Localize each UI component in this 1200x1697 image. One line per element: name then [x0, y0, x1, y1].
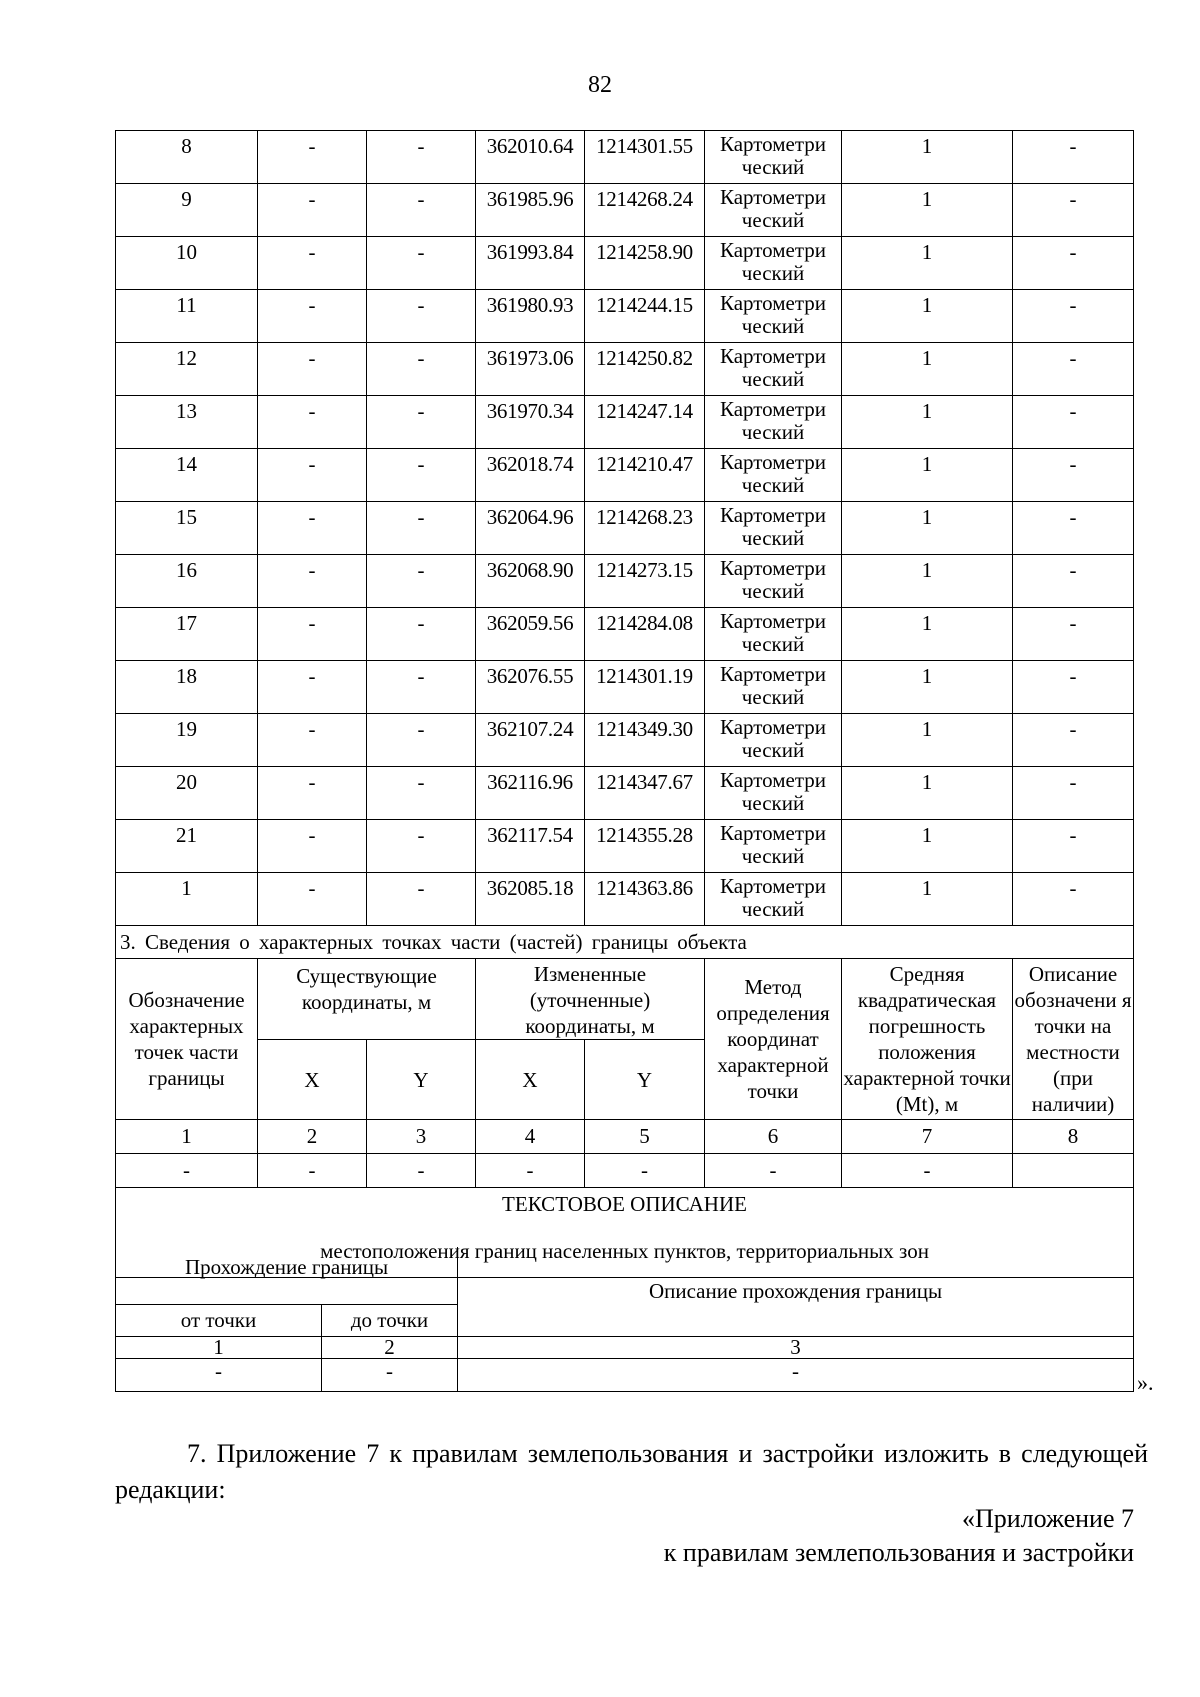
existing-x: - — [258, 820, 367, 873]
existing-y: - — [367, 608, 476, 661]
header-changed-y: Y — [585, 1040, 705, 1120]
changed-y: 1214258.90 — [585, 237, 705, 290]
header-passage-description: Описание прохождения границы — [458, 1247, 1134, 1336]
point-number: 14 — [116, 449, 258, 502]
existing-x: - — [258, 502, 367, 555]
accuracy: 1 — [842, 290, 1013, 343]
table-row — [116, 131, 1134, 184]
empty-cell: - — [367, 1154, 476, 1188]
text-description-subtitle: местоположения границ населенных пунктов, территориальных зон — [320, 1239, 929, 1263]
paragraph-7: 7. Приложение 7 к правилам землепользования и застройки изложить в следующей редакции: — [115, 1439, 1148, 1504]
changed-y: 1214268.23 — [585, 502, 705, 555]
existing-x: - — [258, 714, 367, 767]
changed-y: 1214273.15 — [585, 555, 705, 608]
closing-quote: ». — [1137, 1370, 1154, 1395]
changed-x: 362010.64 — [476, 131, 585, 184]
point-number: 18 — [116, 661, 258, 714]
point-number: 1 — [116, 873, 258, 926]
existing-x: - — [258, 873, 367, 926]
accuracy: 1 — [842, 502, 1013, 555]
table-row — [116, 343, 1134, 396]
changed-y: 1214210.47 — [585, 449, 705, 502]
changed-x: 362116.96 — [476, 767, 585, 820]
point-description: - — [1013, 820, 1134, 873]
point-number: 21 — [116, 820, 258, 873]
accuracy: 1 — [842, 396, 1013, 449]
empty-cell: - — [322, 1358, 458, 1391]
header-existing-coordinates: Существующие координаты, м — [258, 959, 476, 1040]
column-number: 3 — [458, 1336, 1134, 1358]
existing-y: - — [367, 714, 476, 767]
changed-x: 362018.74 — [476, 449, 585, 502]
existing-y: - — [367, 449, 476, 502]
point-number: 10 — [116, 237, 258, 290]
changed-y: 1214347.67 — [585, 767, 705, 820]
table-row — [116, 714, 1134, 767]
existing-x: - — [258, 661, 367, 714]
header-from-point: от точки — [116, 1304, 322, 1336]
changed-y: 1214247.14 — [585, 396, 705, 449]
existing-x: - — [258, 449, 367, 502]
method: Картометри ческий — [705, 237, 842, 290]
empty-cell: - — [116, 1358, 322, 1391]
table-row — [116, 608, 1134, 661]
accuracy: 1 — [842, 184, 1013, 237]
header-description: Описание обозначени я точки на местности (при наличии) — [1013, 959, 1134, 1120]
changed-y: 1214363.86 — [585, 873, 705, 926]
accuracy: 1 — [842, 873, 1013, 926]
header-existing-y: Y — [367, 1040, 476, 1120]
point-number: 19 — [116, 714, 258, 767]
accuracy: 1 — [842, 714, 1013, 767]
method: Картометри ческий — [705, 820, 842, 873]
changed-x: 361970.34 — [476, 396, 585, 449]
empty-cell: - — [476, 1154, 585, 1188]
method: Картометри ческий — [705, 449, 842, 502]
point-description: - — [1013, 237, 1134, 290]
existing-y: - — [367, 555, 476, 608]
point-description: - — [1013, 290, 1134, 343]
header-passage: Прохождение границы — [116, 1247, 458, 1304]
empty-cell: - — [458, 1358, 1134, 1391]
column-number: 5 — [585, 1120, 705, 1154]
text-description-title: ТЕКСТОВОЕ ОПИСАНИЕ — [502, 1192, 747, 1216]
existing-x: - — [258, 343, 367, 396]
empty-cell: - — [258, 1154, 367, 1188]
existing-y: - — [367, 184, 476, 237]
existing-y: - — [367, 767, 476, 820]
existing-x: - — [258, 237, 367, 290]
point-description: - — [1013, 396, 1134, 449]
existing-x: - — [258, 131, 367, 184]
column-number: 1 — [116, 1120, 258, 1154]
point-number: 8 — [116, 131, 258, 184]
method: Картометри ческий — [705, 131, 842, 184]
method: Картометри ческий — [705, 184, 842, 237]
method: Картометри ческий — [705, 290, 842, 343]
changed-x: 362117.54 — [476, 820, 585, 873]
accuracy: 1 — [842, 820, 1013, 873]
header-designation: Обозначение характерных точек части границы — [116, 959, 258, 1120]
existing-x: - — [258, 555, 367, 608]
point-description: - — [1013, 873, 1134, 926]
method: Картометри ческий — [705, 873, 842, 926]
column-number: 8 — [1013, 1120, 1134, 1154]
appendix-subtitle: к правилам землепользования и застройки — [663, 1538, 1134, 1567]
existing-y: - — [367, 502, 476, 555]
empty-cell: - — [842, 1154, 1013, 1188]
existing-y: - — [367, 873, 476, 926]
table-row — [116, 237, 1134, 290]
boundary-table — [115, 1247, 1134, 1392]
existing-y: - — [367, 661, 476, 714]
table-row — [116, 661, 1134, 714]
changed-x: 362107.24 — [476, 714, 585, 767]
point-number: 15 — [116, 502, 258, 555]
table-row — [116, 449, 1134, 502]
changed-x: 362059.56 — [476, 608, 585, 661]
header-accuracy: Средняя квадратическая погрешность положения характерной точки (Mt), м — [842, 959, 1013, 1120]
point-number: 13 — [116, 396, 258, 449]
point-number: 11 — [116, 290, 258, 343]
point-number: 17 — [116, 608, 258, 661]
existing-y: - — [367, 237, 476, 290]
existing-x: - — [258, 608, 367, 661]
point-description: - — [1013, 661, 1134, 714]
method: Картометри ческий — [705, 502, 842, 555]
changed-x: 362068.90 — [476, 555, 585, 608]
table-row — [116, 767, 1134, 820]
column-number: 6 — [705, 1120, 842, 1154]
method: Картометри ческий — [705, 767, 842, 820]
existing-y: - — [367, 343, 476, 396]
table-row — [116, 290, 1134, 343]
changed-y: 1214301.55 — [585, 131, 705, 184]
appendix-title: «Приложение 7 — [961, 1504, 1134, 1533]
changed-x: 362085.18 — [476, 873, 585, 926]
column-number: 2 — [322, 1336, 458, 1358]
column-number: 1 — [116, 1336, 322, 1358]
table-row — [116, 873, 1134, 926]
table-row — [116, 184, 1134, 237]
table-row — [116, 502, 1134, 555]
empty-cell — [1013, 1154, 1134, 1188]
existing-y: - — [367, 396, 476, 449]
existing-y: - — [367, 290, 476, 343]
accuracy: 1 — [842, 343, 1013, 396]
column-number: 4 — [476, 1120, 585, 1154]
changed-x: 362064.96 — [476, 502, 585, 555]
changed-x: 361980.93 — [476, 290, 585, 343]
header-changed-x: X — [476, 1040, 585, 1120]
column-number: 2 — [258, 1120, 367, 1154]
point-description: - — [1013, 131, 1134, 184]
method: Картометри ческий — [705, 396, 842, 449]
point-number: 16 — [116, 555, 258, 608]
point-description: - — [1013, 449, 1134, 502]
changed-y: 1214301.19 — [585, 661, 705, 714]
empty-cell: - — [585, 1154, 705, 1188]
table-row — [116, 396, 1134, 449]
point-description: - — [1013, 767, 1134, 820]
empty-cell: - — [116, 1154, 258, 1188]
changed-y: 1214244.15 — [585, 290, 705, 343]
accuracy: 1 — [842, 608, 1013, 661]
empty-cell: - — [705, 1154, 842, 1188]
method: Картометри ческий — [705, 661, 842, 714]
header-changed-coordinates: Измененные (уточненные) координаты, м — [476, 959, 705, 1040]
accuracy: 1 — [842, 237, 1013, 290]
changed-x: 361973.06 — [476, 343, 585, 396]
header-method: Метод определения координат характерной точки — [705, 959, 842, 1120]
page-number: 82 — [588, 72, 612, 98]
method: Картометри ческий — [705, 343, 842, 396]
method: Картометри ческий — [705, 555, 842, 608]
existing-x: - — [258, 767, 367, 820]
point-description: - — [1013, 502, 1134, 555]
changed-x: 361993.84 — [476, 237, 585, 290]
point-description: - — [1013, 343, 1134, 396]
point-description: - — [1013, 184, 1134, 237]
column-number: 3 — [367, 1120, 476, 1154]
accuracy: 1 — [842, 661, 1013, 714]
existing-x: - — [258, 290, 367, 343]
existing-x: - — [258, 184, 367, 237]
point-number: 12 — [116, 343, 258, 396]
changed-y: 1214284.08 — [585, 608, 705, 661]
changed-x: 361985.96 — [476, 184, 585, 237]
changed-x: 362076.55 — [476, 661, 585, 714]
changed-y: 1214355.28 — [585, 820, 705, 873]
existing-y: - — [367, 820, 476, 873]
header-to-point: до точки — [322, 1304, 458, 1336]
existing-y: - — [367, 131, 476, 184]
point-description: - — [1013, 608, 1134, 661]
method: Картометри ческий — [705, 714, 842, 767]
accuracy: 1 — [842, 555, 1013, 608]
section-3-title: 3. Сведения о характерных точках части (частей) границы объекта — [116, 926, 1134, 959]
point-description: - — [1013, 555, 1134, 608]
changed-y: 1214250.82 — [585, 343, 705, 396]
changed-y: 1214268.24 — [585, 184, 705, 237]
column-number: 7 — [842, 1120, 1013, 1154]
point-number: 20 — [116, 767, 258, 820]
method: Картометри ческий — [705, 608, 842, 661]
accuracy: 1 — [842, 131, 1013, 184]
header-existing-x: X — [258, 1040, 367, 1120]
changed-y: 1214349.30 — [585, 714, 705, 767]
table-row — [116, 820, 1134, 873]
accuracy: 1 — [842, 767, 1013, 820]
table-row — [116, 555, 1134, 608]
existing-x: - — [258, 396, 367, 449]
coordinates-table — [115, 130, 1134, 1278]
point-number: 9 — [116, 184, 258, 237]
point-description: - — [1013, 714, 1134, 767]
accuracy: 1 — [842, 449, 1013, 502]
